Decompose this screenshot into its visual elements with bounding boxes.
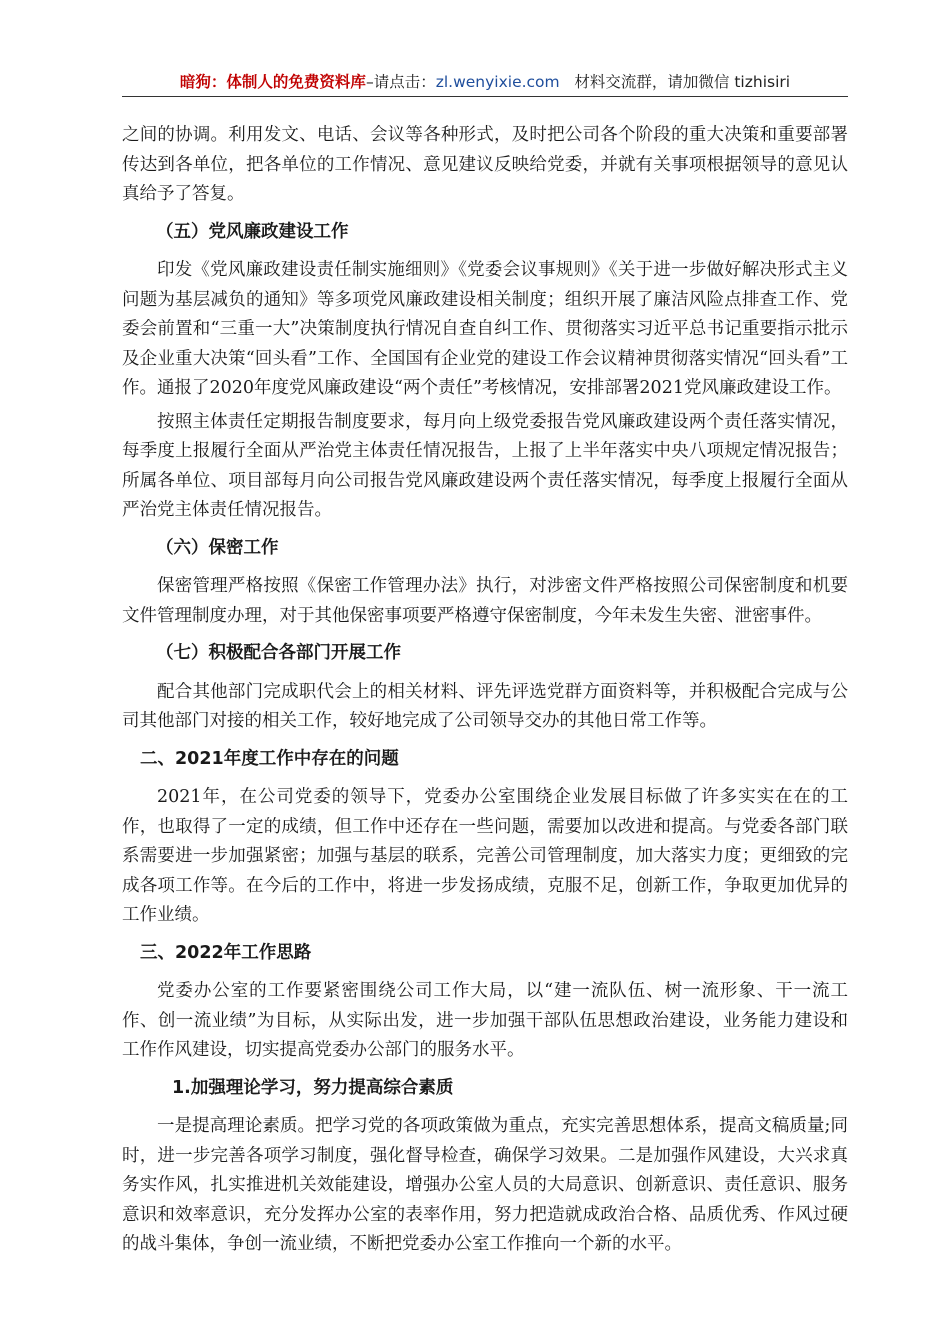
paragraph-ideas: 党委办公室的工作要紧密围绕公司工作大局，以“建一流队伍、树一流形象、干一流工作、创一流业绩”为目标，从实际出发，进一步加强干部队伍思想政治建设，业务能力建设和工作作风建设，切实提高党委办公部门的服务水平。 <box>122 981 848 1060</box>
paragraph-cooperation: 配合其他部门完成职代会上的相关材料、评先评选党群方面资料等，并积极配合完成与公司其他部门对接的相关工作，较好地完成了公司领导交办的其他日常工作等。 <box>122 681 848 731</box>
paragraph-coordination: 之间的协调。利用发文、电话、会议等各种形式，及时把公司各个阶段的重大决策和重要部署传达到各单位，把各单位的工作情况、意见建议反映给党委，并就有关事项根据领导的意见认真给予了答复。 <box>122 125 848 204</box>
heading-part-three: 三、2022年工作思路 <box>140 942 312 963</box>
heading-item-1: 1.加强理论学习，努力提高综合素质 <box>172 1077 454 1098</box>
header-click-prompt: –请点击： <box>365 73 436 91</box>
header-divider <box>122 96 848 97</box>
heading-section-6: （六）保密工作 <box>156 537 279 558</box>
paragraph-integrity-reports: 按照主体责任定期报告制度要求，每月向上级党委报告党风廉政建设两个责任落实情况，每季度上报履行全面从严治党主体责任情况报告，上报了上半年落实中央八项规定情况报告；所属各单位、项目部每月向公司报告党风廉政建设两个责任落实情况，每季度上报履行全面从严治党主体责任情况报告。 <box>122 411 848 520</box>
page-header <box>122 70 848 94</box>
header-group-text: 材料交流群，请加微信 tizhisiri <box>574 73 791 91</box>
paragraph-problems: 2021年，在公司党委的领导下，党委办公室围绕企业发展目标做了许多实实在在的工作，也取得了一定的成绩，但工作中还存在一些问题，需要加以改进和提高。与党委各部门联系需要进一步加强紧密；加强与基层的联系，完善公司管理制度，加大落实力度；更细致的完成各项工作等。在今后的工作中，将进一步发扬成绩，克服不足，创新工作，争取更加优异的工作业绩。 <box>122 787 848 925</box>
document-body <box>122 121 848 1264</box>
paragraph-theory-study: 一是提高理论素质。把学习党的各项政策做为重点，充实完善思想体系，提高文稿质量;同时，进一步完善各项学习制度，强化督导检查，确保学习效果。二是加强作风建设，大兴求真务实作风，扎实推进机关效能建设，增强办公室人员的大局意识、创新意识、责任意识、服务意识和效率意识，充分发挥办公室的表率作用，努力把造就成政治合格、品质优秀、作风过硬的战斗集体，争创一流业绩，不断把党委办公室工作推向一个新的水平。 <box>122 1116 848 1254</box>
header-brand: 暗狗：体制人的免费资料库 <box>179 73 366 91</box>
heading-part-two: 二、2021年度工作中存在的问题 <box>140 748 399 769</box>
paragraph-integrity-docs: 印发《党风廉政建设责任制实施细则》《党委会议事规则》《关于进一步做好解决形式主义问题为基层减负的通知》等多项党风廉政建设相关制度；组织开展了廉洁风险点排查工作、党委会前置和“三重一大”决策制度执行情况自查自纠工作、贯彻落实习近平总书记重要指示批示及企业重大决策“回头看”工作、全国国有企业党的建设工作会议精神贯彻落实情况“回头看”工作。通报了2020年度党风廉政建设“两个责任”考核情况，安排部署2021党风廉政建设工作。 <box>122 260 848 398</box>
heading-section-7: （七）积极配合各部门开展工作 <box>156 643 401 663</box>
paragraph-confidentiality: 保密管理严格按照《保密工作管理办法》执行，对涉密文件严格按照公司保密制度和机要文件管理制度办理，对于其他保密事项要严格遵守保密制度，今年未发生失密、泄密事件。 <box>122 576 848 626</box>
header-url-link[interactable]: zl.wenyixie.com <box>435 73 560 91</box>
heading-section-5: （五）党风廉政建设工作 <box>156 221 349 242</box>
